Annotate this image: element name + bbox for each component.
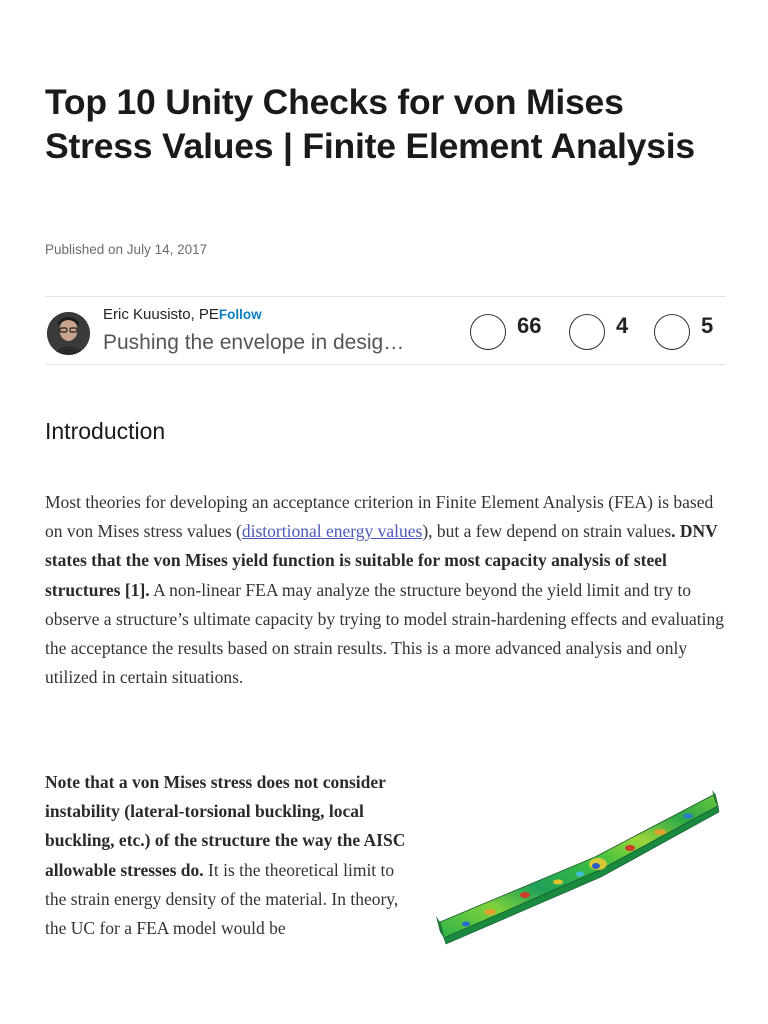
- likes-count: 66: [517, 313, 542, 338]
- note-bold: Note that a von Mises stress does not consider instability (lateral-torsional buckling, local buckling, etc.) of the structure the way the AISC allowable stresses do.: [45, 772, 406, 880]
- distortional-energy-link[interactable]: distortional energy values: [241, 521, 423, 542]
- bottom-divider: [45, 364, 725, 365]
- intro-paragraph: Most theories for developing an acceptance criterion in Finite Element Analysis (FEA) is based on von Mises stress values (distortional energy values), but a few depend on strain values. DNV states that the von Mises yield function is suitable for most capacity analysis of steel structures [1]. A non-linear FEA may analyze the structure beyond the yield limit and try to observe a structure’s ultimate capacity by trying to model strain-hardening effects and evaluating the acceptance the results based on strain results. This is a more advanced analysis and only utilized in certain situations.: [45, 492, 725, 688]
- top-divider: [45, 296, 725, 297]
- like-icon[interactable]: [470, 314, 506, 350]
- beam-shape: [436, 790, 719, 944]
- author-name[interactable]: Eric Kuusisto, PE: [103, 306, 219, 323]
- comment-icon[interactable]: [569, 314, 605, 350]
- shares-count: 5: [701, 313, 714, 338]
- fea-beam-image: [430, 782, 725, 952]
- article-title: Top 10 Unity Checks for von Mises Stress Values | Finite Element Analysis: [45, 82, 695, 166]
- author-line: [103, 306, 262, 323]
- published-date: Published on July 14, 2017: [45, 242, 208, 257]
- section-heading: Introduction: [45, 418, 166, 444]
- author-avatar[interactable]: [47, 312, 90, 355]
- note-paragraph: Note that a von Mises stress does not consider instability (lateral-torsional buckling, local buckling, etc.) of the structure the way the AISC allowable stresses do. It is the theoretical limit to the strain energy density of the material. In theory, the UC for a FEA model would be: [45, 772, 406, 939]
- author-headline: Pushing the envelope in desig…: [103, 331, 405, 354]
- share-icon[interactable]: [654, 314, 690, 350]
- follow-button[interactable]: Follow: [218, 307, 262, 322]
- comments-count: 4: [616, 313, 629, 338]
